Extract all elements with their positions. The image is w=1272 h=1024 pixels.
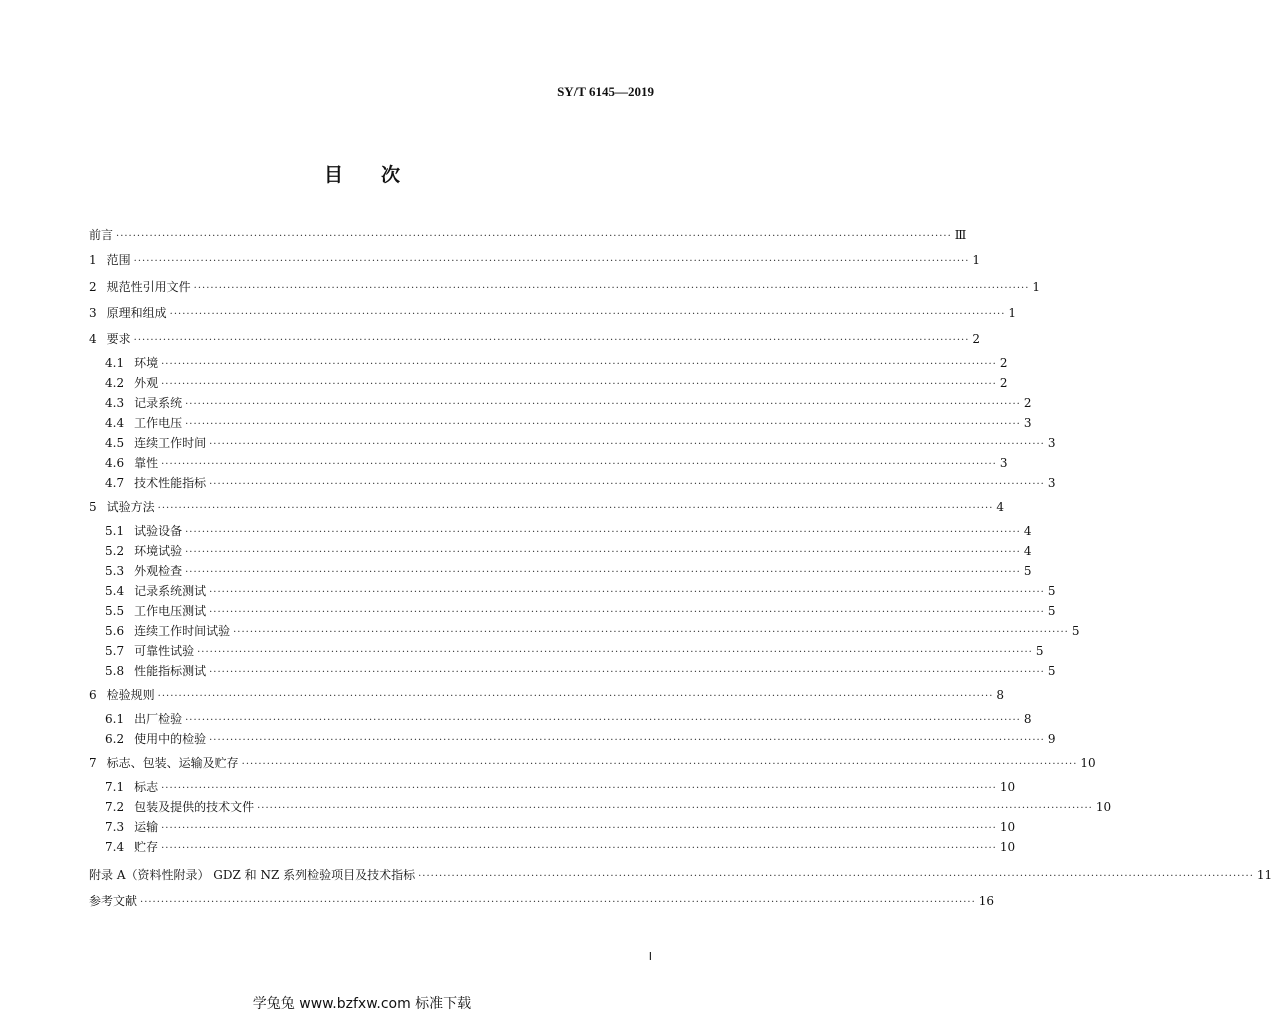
toc-leader-dots: ········································································································································································································ — [209, 587, 1045, 598]
toc-entry-number: 5.6 — [105, 624, 125, 638]
toc-entry-title: 记录系统 — [134, 396, 183, 410]
toc-entry-number: 6.1 — [105, 712, 125, 726]
toc-entry-page: 10 — [999, 840, 1016, 854]
toc-entry-number: 3 — [89, 306, 97, 320]
toc-entry[interactable] — [89, 754, 1096, 772]
toc-entry-number: 7.2 — [105, 800, 125, 814]
toc-leader-dots: ········································································································································································································ — [133, 335, 970, 346]
toc-entry-title: 性能指标测试 — [134, 664, 207, 678]
toc-entry-page: 3 — [1047, 436, 1056, 450]
toc-leader-dots: ········································································································································································································ — [193, 283, 1030, 294]
toc-leader-dots: ········································································································································································································ — [185, 567, 1021, 578]
toc-entry[interactable] — [89, 278, 1041, 296]
toc-entry[interactable] — [105, 622, 1080, 640]
toc-leader-dots: ········································································································································································································ — [209, 479, 1045, 490]
toc-entry-number: 5.7 — [105, 644, 125, 658]
toc-entry-number: 4.1 — [105, 356, 125, 370]
toc-leader-dots: ········································································································································································································ — [161, 359, 997, 370]
toc-entry-title: 包装及提供的技术文件 — [134, 800, 255, 814]
toc-leader-dots: ········································································································································································································ — [233, 627, 1069, 638]
toc-entry[interactable] — [105, 394, 1032, 412]
toc-entry-title: 工作电压 — [134, 416, 183, 430]
toc-leader-dots: ········································································································································································································ — [157, 503, 994, 514]
toc-entry-page: 4 — [1023, 524, 1032, 538]
toc-entry-number: 5.4 — [105, 584, 125, 598]
toc-entry-title: 标志、包装、运输及贮存 — [106, 756, 239, 770]
toc-entry-title: 范围 — [106, 253, 131, 267]
toc-leader-dots: ········································································································································································································ — [161, 843, 997, 854]
toc-entry-page: 1 — [1008, 306, 1017, 320]
toc-entry-page: 11 — [1256, 868, 1272, 882]
toc-entry-page: 16 — [978, 894, 995, 908]
toc-entry[interactable] — [105, 662, 1056, 680]
toc-entry-page: 1 — [1032, 280, 1041, 294]
toc-entry-page: 10 — [1095, 800, 1112, 814]
toc-entry-title: 可靠性试验 — [134, 644, 195, 658]
toc-entry-number: 4.2 — [105, 376, 125, 390]
toc-entry-title: 环境试验 — [134, 544, 183, 558]
watermark-text: 学兔兔 www.bzfxw.com 标准下载 — [252, 996, 472, 1012]
toc-entry-page: 8 — [996, 688, 1005, 702]
toc-entry-title: 出厂检验 — [134, 712, 183, 726]
toc-entry[interactable] — [89, 686, 1005, 704]
toc-leader-dots: ········································································································································································································ — [257, 803, 1093, 814]
toc-entry-number: 5 — [89, 500, 97, 514]
toc-entry-number: 5.1 — [105, 524, 125, 538]
toc-entry-title: 工作电压测试 — [134, 604, 207, 618]
toc-entry[interactable] — [105, 542, 1032, 560]
toc-leader-dots: ········································································································································································································ — [209, 667, 1045, 678]
toc-entry[interactable] — [89, 892, 995, 910]
toc-entry-page: 4 — [1023, 544, 1032, 558]
toc-leader-dots: ········································································································································································································ — [209, 607, 1045, 618]
toc-entry-title: 靠性 — [134, 456, 159, 470]
toc-leader-dots: ········································································································································································································ — [185, 715, 1021, 726]
toc-entry[interactable] — [105, 454, 1008, 472]
toc-entry-page: 8 — [1023, 712, 1032, 726]
toc-entry-page: 4 — [996, 500, 1005, 514]
toc-leader-dots: ········································································································································································································ — [133, 256, 970, 267]
toc-entry[interactable] — [105, 778, 1016, 796]
toc-leader-dots: ········································································································································································································ — [241, 759, 1078, 770]
toc-entry-title: 使用中的检验 — [134, 732, 207, 746]
toc-entry-title: 运输 — [134, 820, 159, 834]
toc-leader-dots: ········································································································································································································ — [157, 691, 994, 702]
toc-entry-title: 环境 — [134, 356, 159, 370]
toc-entry-title: 试验方法 — [106, 500, 155, 514]
toc-entry-number: 4 — [89, 332, 97, 346]
toc-entry[interactable] — [89, 330, 981, 348]
toc-entry[interactable] — [105, 354, 1008, 372]
toc-entry-number: 6.2 — [105, 732, 125, 746]
toc-entry-number: 4.3 — [105, 396, 125, 410]
toc-entry[interactable] — [89, 226, 967, 244]
toc-leader-dots: ········································································································································································································ — [161, 459, 997, 470]
toc-entry[interactable] — [105, 642, 1044, 660]
toc-entry-title: 前言 — [89, 228, 114, 242]
toc-entry-title: 连续工作时间试验 — [134, 624, 231, 638]
toc-entry-number: 5.5 — [105, 604, 125, 618]
toc-entry[interactable] — [105, 414, 1032, 432]
toc-entry[interactable] — [105, 798, 1112, 816]
toc-entry[interactable] — [105, 730, 1056, 748]
page-number: Ⅰ — [648, 951, 652, 963]
toc-entry-page: 10 — [999, 820, 1016, 834]
toc-leader-dots: ········································································································································································································ — [209, 735, 1045, 746]
toc-leader-dots: ········································································································································································································ — [161, 783, 997, 794]
toc-leader-dots: ········································································································································································································ — [185, 527, 1021, 538]
toc-entry-page: 5 — [1047, 604, 1056, 618]
toc-leader-dots: ········································································································································································································ — [209, 439, 1045, 450]
toc-entry[interactable] — [105, 434, 1056, 452]
toc-leader-dots: ········································································································································································································ — [140, 897, 976, 908]
toc-entry-title: 记录系统测试 — [134, 584, 207, 598]
toc-leader-dots: ········································································································································································································ — [185, 419, 1021, 430]
toc-entry[interactable] — [105, 562, 1032, 580]
toc-entry[interactable] — [89, 498, 1005, 516]
toc-entry-number: 7.1 — [105, 780, 125, 794]
toc-entry[interactable] — [105, 838, 1016, 856]
toc-entry-title: 连续工作时间 — [134, 436, 207, 450]
toc-entry-number: 2 — [89, 280, 97, 294]
toc-entry-title: 检验规则 — [106, 688, 155, 702]
toc-entry-page: Ⅲ — [954, 228, 967, 242]
toc-entry[interactable] — [105, 818, 1016, 836]
page-title: 目次 — [323, 164, 438, 186]
toc-entry-page: 1 — [972, 253, 981, 267]
toc-entry[interactable] — [89, 251, 981, 269]
toc-entry-page: 3 — [1047, 476, 1056, 490]
toc-entry[interactable] — [105, 602, 1056, 620]
toc-entry-number: 4.5 — [105, 436, 125, 450]
toc-entry-number: 4.7 — [105, 476, 125, 490]
toc-entry-page: 2 — [1023, 396, 1032, 410]
toc-leader-dots: ········································································································································································································ — [418, 871, 1254, 882]
toc-leader-dots: ········································································································································································································ — [161, 823, 997, 834]
toc-entry[interactable] — [89, 304, 1017, 322]
toc-entry[interactable] — [105, 374, 1008, 392]
toc-entry[interactable] — [105, 522, 1032, 540]
toc-leader-dots: ········································································································································································································ — [185, 547, 1021, 558]
toc-entry-title: 附录 A（资料性附录） GDZ 和 NZ 系列检验项目及技术指标 — [89, 868, 416, 882]
toc-entry[interactable] — [105, 710, 1032, 728]
toc-entry-title: 技术性能指标 — [134, 476, 207, 490]
toc-entry-number: 5.8 — [105, 664, 125, 678]
toc-entry-page: 3 — [999, 456, 1008, 470]
toc-entry-number: 4.4 — [105, 416, 125, 430]
toc-leader-dots: ········································································································································································································ — [116, 231, 952, 242]
toc-entry-number: 7 — [89, 756, 97, 770]
toc-entry-page: 2 — [999, 356, 1008, 370]
toc-leader-dots: ········································································································································································································ — [169, 309, 1006, 320]
toc-entry-title: 规范性引用文件 — [106, 280, 191, 294]
toc-entry-title: 贮存 — [134, 840, 159, 854]
toc-entry-page: 2 — [999, 376, 1008, 390]
toc-entry-page: 5 — [1071, 624, 1080, 638]
toc-entry-number: 4.6 — [105, 456, 125, 470]
toc-entry[interactable] — [89, 866, 1272, 884]
toc-entry-number: 5.3 — [105, 564, 125, 578]
toc-entry-title: 标志 — [134, 780, 159, 794]
toc-entry-page: 5 — [1023, 564, 1032, 578]
toc-entry-page: 5 — [1047, 584, 1056, 598]
toc-entry-number: 7.4 — [105, 840, 125, 854]
toc-entry-title: 要求 — [106, 332, 131, 346]
toc-entry-page: 9 — [1047, 732, 1056, 746]
standard-code: SY/T 6145—2019 — [557, 84, 654, 99]
toc-entry-number: 1 — [89, 253, 97, 267]
toc-entry-number: 6 — [89, 688, 97, 702]
toc-entry-title: 试验设备 — [134, 524, 183, 538]
toc-leader-dots: ········································································································································································································ — [185, 399, 1021, 410]
toc-entry-title: 原理和组成 — [106, 306, 167, 320]
toc-entry-page: 10 — [1080, 756, 1096, 770]
toc-entry-title: 参考文献 — [89, 894, 138, 908]
toc-entry-title: 外观检查 — [134, 564, 183, 578]
toc-entry-title: 外观 — [134, 376, 159, 390]
toc-leader-dots: ········································································································································································································ — [197, 647, 1033, 658]
toc-entry[interactable] — [105, 582, 1056, 600]
toc-entry-page: 10 — [999, 780, 1016, 794]
toc-entry-page: 3 — [1023, 416, 1032, 430]
toc-leader-dots: ········································································································································································································ — [161, 379, 997, 390]
toc-entry-page: 2 — [972, 332, 981, 346]
toc-entry-number: 5.2 — [105, 544, 125, 558]
toc-entry-number: 7.3 — [105, 820, 125, 834]
toc-entry[interactable] — [105, 474, 1056, 492]
toc-entry-page: 5 — [1047, 664, 1056, 678]
toc-entry-page: 5 — [1035, 644, 1044, 658]
